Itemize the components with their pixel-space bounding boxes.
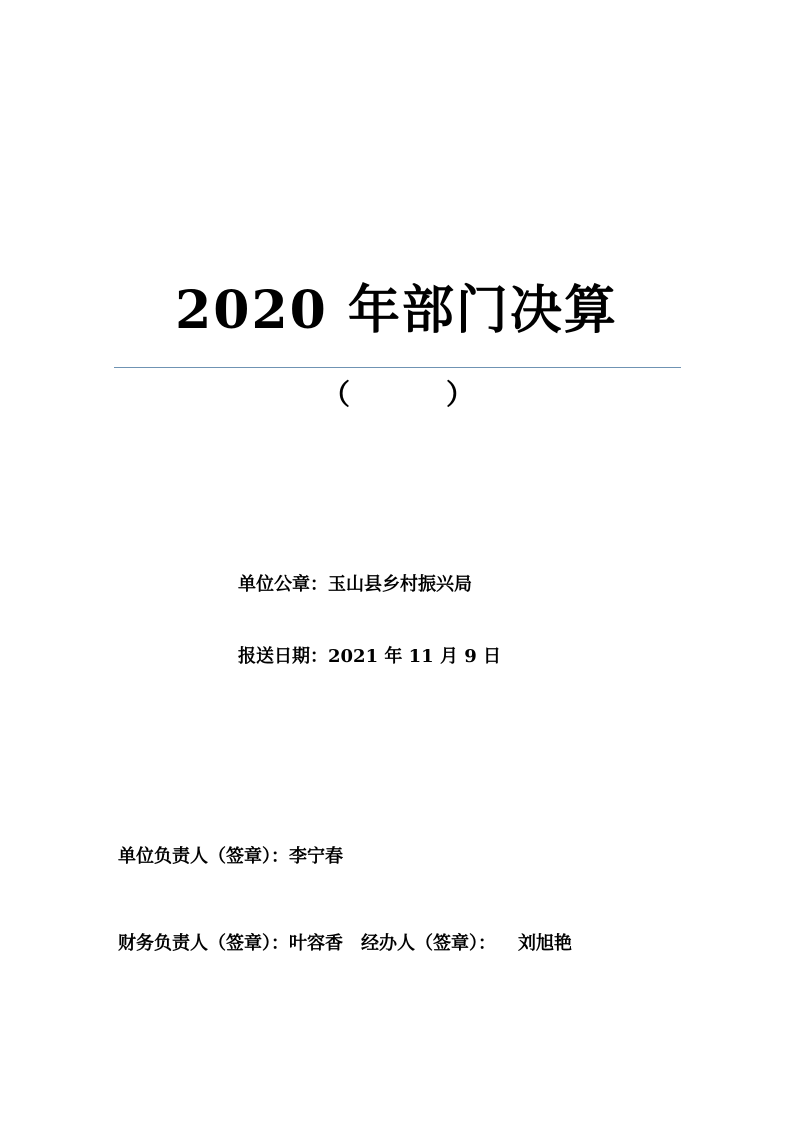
unit-seal-value: 玉山县乡村振兴局 — [328, 574, 472, 595]
handler-label: 经办人（签章）： — [361, 933, 496, 954]
close-parenthesis: ） — [446, 378, 475, 411]
unit-head-line — [118, 848, 343, 866]
report-date-label: 报送日期： — [238, 646, 328, 667]
unit-seal-line — [238, 576, 472, 594]
document-title: 2020 年部门决算 — [175, 280, 618, 341]
unit-seal-label: 单位公章： — [238, 574, 328, 595]
handler-value: 刘旭艳 — [518, 933, 572, 954]
title-divider — [114, 367, 681, 368]
report-date-value: 2021 年 11 月 9 日 — [328, 646, 502, 667]
unit-head-value: 李宁春 — [289, 846, 343, 867]
finance-line — [118, 935, 572, 953]
report-date-line — [238, 648, 501, 666]
finance-head-label: 财务负责人（签章）： — [118, 933, 289, 954]
unit-head-label: 单位负责人（签章）： — [118, 846, 289, 867]
open-parenthesis: （ — [322, 378, 351, 411]
finance-head-value: 叶容香 — [289, 933, 343, 954]
